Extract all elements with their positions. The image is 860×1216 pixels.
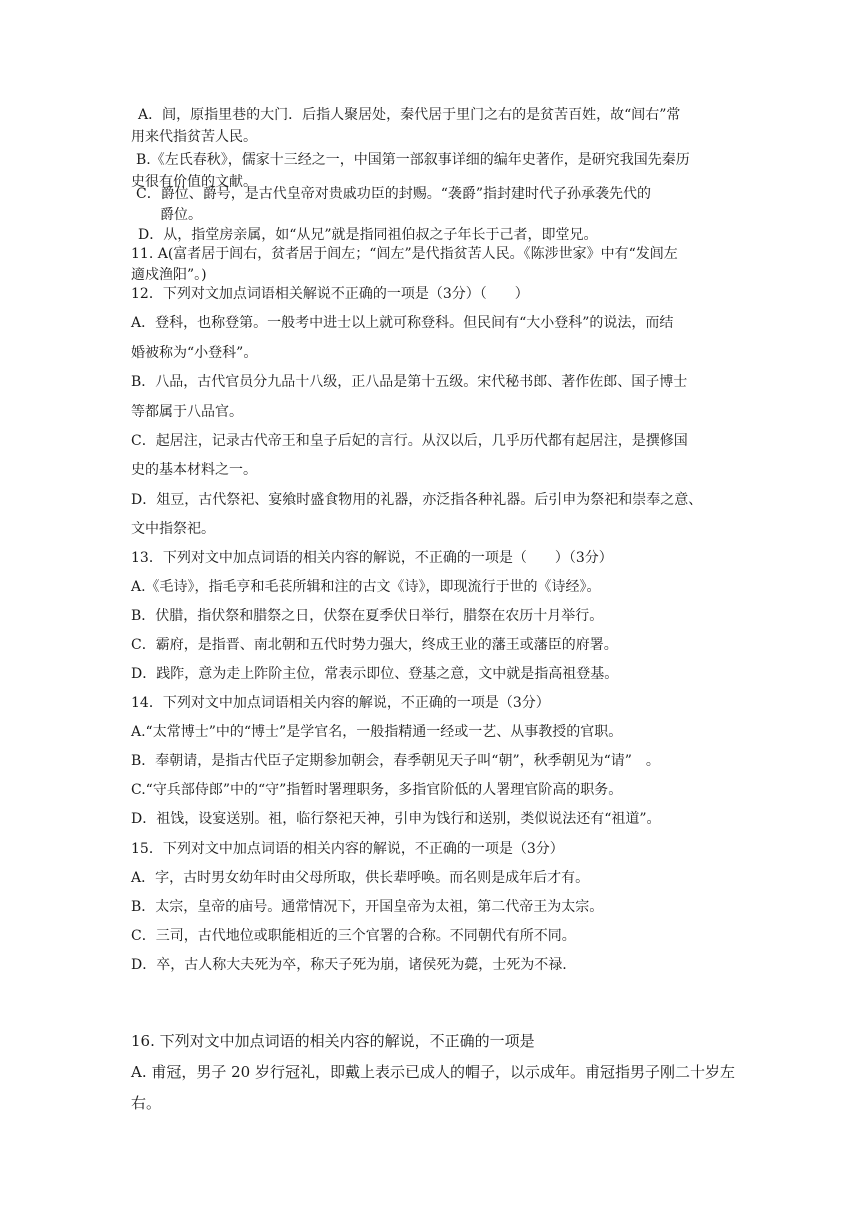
q14-option-b: B．奉朝请，是指古代臣子定期参加朝会，春季朝见天子叫“朝”，秋季朝见为“请” 。 (131, 753, 660, 769)
q15-option-b: B．太宗，皇帝的庙号。通常情况下，开国皇帝为太祖，第二代帝王为太宗。 (131, 899, 604, 915)
option-c-line-2: 爵位。 (160, 207, 202, 223)
option-a-line-2: 用来代指贫苦人民。 (131, 129, 257, 145)
q14-option-a: A.“太常博士”中的“博士”是学官名，一般指精通一经或一艺、从事教授的官职。 (131, 724, 623, 740)
q12-option-d-line-2: 文中指祭祀。 (131, 521, 215, 537)
question-12-stem: 12．下列对文加点词语相关解说不正确的一项是（3分）（ ） (131, 286, 529, 302)
q15-option-a: A．字，古时男女幼年时由父母所取，供长辈呼唤。而名则是成年后才有。 (131, 870, 590, 886)
q15-option-c: C．三司，古代地位或职能相近的三个官署的合称。不同朝代有所不同。 (131, 928, 576, 944)
q12-option-c-line-2: 史的基本材料之一。 (131, 462, 257, 478)
q13-option-c: C．霸府，是指晋、南北朝和五代时势力强大，终成王业的藩王或藩臣的府署。 (131, 637, 618, 653)
option-d-line: D．从，指堂房亲属，如“从兄”就是指同祖伯叔之子年长于己者，即堂兄。 (138, 227, 598, 243)
q14-option-d: D．祖饯，设宴送别。祖，临行祭祀天神，引申为饯行和送别，类似说法还有“祖道”。 (131, 811, 661, 827)
q12-option-c-line-1: C．起居注，记录古代帝王和皇子后妃的言行。从汉以后，几乎历代都有起居注，是撰修国 (131, 433, 688, 449)
question-14-stem: 14．下列对文中加点词语相关内容的解说，不正确的一项是（3分） (131, 695, 550, 711)
q12-option-d-line-1: D．俎豆，古代祭祀、宴飨时盛食物用的礼器，亦泛指各种礼器。后引申为祭祀和崇奉之意、 (131, 492, 703, 508)
q12-option-a-line-1: A．登科，也称登第。一般考中进士以上就可称登科。但民间有“大小登科”的说法，而结 (131, 315, 674, 331)
question-13-stem: 13．下列对文中加点词语的相关内容的解说，不正确的一项是（ ）（3分） (131, 550, 613, 566)
q12-option-b-line-1: B．八品，古代官员分九品十八级，正八品是第十五级。宋代秘书郎、著作佐郎、国子博士 (131, 374, 688, 390)
option-b-line-1: B.《左氏春秋》，儒家十三经之一，中国第一部叙事详细的编年史著作，是研究我国先秦历 (136, 152, 690, 168)
q14-option-c: C.“守兵部侍郎”中的“守”指暂时署理职务，多指官阶低的人署理官阶高的职务。 (131, 782, 623, 798)
q12-option-a-line-2: 婚被称为“小登科”。 (131, 345, 258, 361)
answer-11-line-2: 適戍渔阳”。) (131, 267, 207, 283)
q16-option-a-line-1: A. 甫冠，男子 20 岁行冠礼，即戴上表示已成人的帽子，以示成年。甫冠指男子刚二十岁左 (131, 1063, 735, 1081)
option-a-line-1: A．闾，原指里巷的大门．后指人聚居处，秦代居于里门之右的是贫苦百姓，故“闾右”常 (138, 107, 681, 123)
question-15-stem: 15．下列对文中加点词语的相关内容的解说，不正确的一项是（3分） (131, 841, 564, 857)
q13-option-d: D．践阼，意为走上阼阶主位，常表示即位、登基之意，文中就是指高祖登基。 (131, 666, 619, 682)
q16-option-a-line-2: 右。 (131, 1094, 162, 1112)
answer-11-line-1: 11. A(富者居于闾右，贫者居于闾左；“闾左”是代指贫苦人民。《陈涉世家》中有“发闾左 (131, 246, 678, 262)
option-b-line-2: 史很有价值的文献。 (131, 174, 257, 190)
question-16-stem: 16. 下列对文中加点词语的相关内容的解说，不正确的一项是 (131, 1032, 535, 1050)
q13-option-a: A.《毛诗》，指毛亨和毛苌所辑和注的古文《诗》，即现流行于世的《诗经》。 (131, 579, 601, 595)
q15-option-d: D．卒，古人称大夫死为卒，称天子死为崩，诸侯死为薨，士死为不禄. (131, 957, 567, 973)
q13-option-b: B．伏腊，指伏祭和腊祭之日，伏祭在夏季伏日举行，腊祭在农历十月举行。 (131, 608, 604, 624)
option-c-line-1: C．爵位、爵号，是古代皇帝对贵戚功臣的封赐。“袭爵”指封建时代子孙承袭先代的 (136, 186, 652, 202)
q12-option-b-line-2: 等都属于八品官。 (131, 404, 243, 420)
